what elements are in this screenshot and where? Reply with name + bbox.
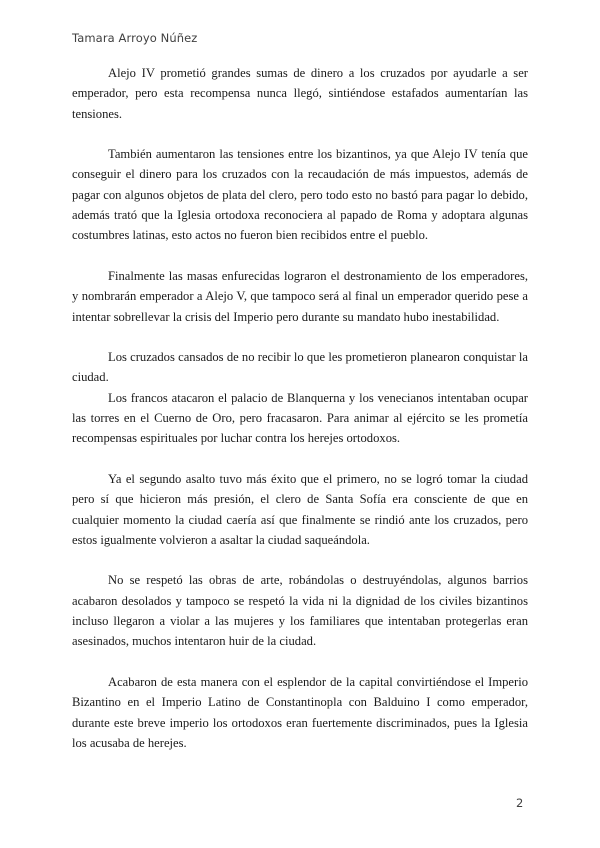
paragraph-6: Ya el segundo asalto tuvo más éxito que el primero, no se logró tomar la ciudad pero sí que hicieron más presión, el clero de Santa Sofía era consciente de que en cualquier momento la ciudad caería así que finalmente se rindió ante los cruzados, pero estos igualmente volvieron a asaltar la ciudad saqueándola. [72,471,528,547]
paragraph-7: No se respetó las obras de arte, robándolas o destruyéndolas, algunos barrios acabaron desolados y tampoco se respetó la vida ni la dignidad de los civiles bizantinos incluso llegaron a violar a las mujeres y los familiares que intentaban protegerlas eran asesinados, muchos intentaron huir de la ciudad. [72,573,528,649]
paragraph-5: Los francos atacaron el palacio de Blanquerna y los venecianos intentaban ocupar las torres en el Cuerno de Oro, pero fracasaron. Para animar al ejército se les prometía recompensas espirituales por luchar contra los herejes ortodoxos. [72,390,528,446]
paragraph-2: También aumentaron las tensiones entre los bizantinos, ya que Alejo IV tenía que conseguir el dinero para los cruzados con la recaudación de más impuestos, además de pagar con algunos objetos de plata del clero, pero todo esto no bastó para pagar lo debido, además trató que la Iglesia ortodoxa reconociera al papado de Roma y adoptara algunas costumbres latinas, esto actos no fueron bien recibidos entre el pueblo. [72,147,528,243]
paragraph-4: Los cruzados cansados de no recibir lo que les prometieron planearon conquistar la ciudad. [72,350,528,385]
page-header-author: Tamara Arroyo Núñez [72,31,198,45]
paragraph-3: Finalmente las masas enfurecidas lograron el destronamiento de los emperadores, y nombrarán emperador a Alejo V, que tampoco será al final un emperador querido pese a intentar sobrellevar la crisis del Imperio pero durante su mandato hubo inestabilidad. [72,268,528,324]
paragraph-1: Alejo IV prometió grandes sumas de dinero a los cruzados por ayudarle a ser emperador, pero esta recompensa nunca llegó, sintiéndose estafados aumentarían las tensiones. [72,66,528,121]
page-number: 2 [516,796,524,810]
paragraph-8: Acabaron de esta manera con el esplendor de la capital convirtiéndose el Imperio Bizantino en el Imperio Latino de Constantinopla con Balduino I como emperador, durante este breve imperio los ortodoxos eran fuertemente discriminados, pues la Iglesia los acusaba de herejes. [72,674,528,750]
document-body [72,63,528,753]
